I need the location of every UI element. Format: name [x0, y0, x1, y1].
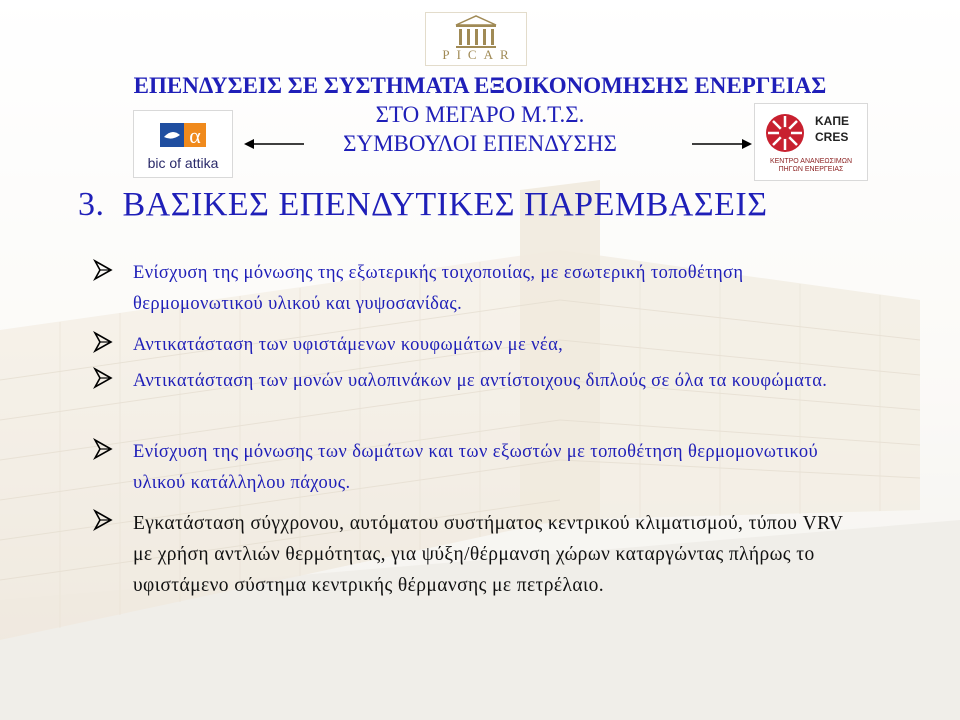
bic-logo-text: bic of attika — [147, 155, 219, 171]
cres-logo-text-greek: ΚΑΠΕ — [815, 114, 850, 128]
picar-logo — [425, 12, 527, 66]
arrowhead-bullet-icon — [93, 437, 115, 461]
cres-emblem-icon — [763, 112, 809, 154]
section-heading — [78, 186, 767, 224]
bullet-text: Αντικατάσταση των μονών υαλοπινάκων με αντίστοιχους διπλούς σε όλα τα κουφώματα. — [133, 371, 828, 391]
bullet-text: Αντικατάσταση των υφιστάμενων κουφωμάτων με νέα, — [133, 335, 564, 355]
svg-text:α: α — [189, 123, 201, 148]
header-title-line-3: ΣΥΜΒΟΥΛΟΙ ΕΠΕΝΔΥΣΗΣ — [343, 131, 617, 156]
arrowhead-bullet-icon — [93, 366, 115, 390]
cres-logo-text-latin: CRES — [815, 130, 849, 144]
bullet-text: Ενίσχυση της μόνωσης της εξωτερικής τοιχοποιίας, με εσωτερική τοποθέτηση θερμομονωτικού υλικού και γυψοσανίδας. — [133, 263, 744, 314]
bic-of-attika-logo — [133, 110, 233, 178]
arrowhead-bullet-icon — [93, 258, 115, 282]
bic-fish-alpha-icon — [160, 119, 206, 151]
picar-logo-text: PICAR — [442, 47, 516, 62]
arrow-right-icon — [692, 137, 752, 151]
header-title-line-2: ΣΤΟ ΜΕΓΑΡΟ Μ.Τ.Σ. — [375, 102, 585, 127]
arrowhead-bullet-icon — [93, 330, 115, 354]
building-columns-icon — [426, 13, 526, 51]
section-title: ΒΑΣΙΚΕΣ ΕΠΕΝΔΥΤΙΚΕΣ ΠΑΡΕΜΒΑΣΕΙΣ — [122, 186, 768, 223]
bullet-text: Εγκατάσταση σύγχρονου, αυτόματου συστήματος κεντρικού κλιματισμού, τύπου VRV με χρήση αντλιών θερμότητας, για ψύξη/θέρμανση χώρων καταργώντας πλήρως το υφιστάμενο σύστημα κεντρικής θέρμανσης με πετρέλαιο. — [133, 513, 844, 596]
header-title-line-1: ΕΠΕΝΔΥΣΕΙΣ ΣΕ ΣΥΣΤΗΜΑΤΑ ΕΞΟΙΚΟΝΟΜΗΣΗΣ ΕΝΕΡΓΕΙΑΣ — [133, 73, 827, 98]
kape-cres-logo — [754, 103, 868, 181]
bullet-text: Ενίσχυση της μόνωσης των δωμάτων και των εξωστών με τοποθέτηση θερμομονωτικού υλικού κατάλληλου πάχους. — [133, 442, 819, 493]
cres-logo-subtitle: ΚΕΝΤΡΟ ΑΝΑΝΕΩΣΙΜΩΝ ΠΗΓΩΝ ΕΝΕΡΓΕΙΑΣ — [769, 158, 853, 173]
arrowhead-bullet-icon — [93, 508, 115, 532]
section-number: 3. — [78, 186, 105, 223]
arrow-left-icon — [244, 137, 304, 151]
